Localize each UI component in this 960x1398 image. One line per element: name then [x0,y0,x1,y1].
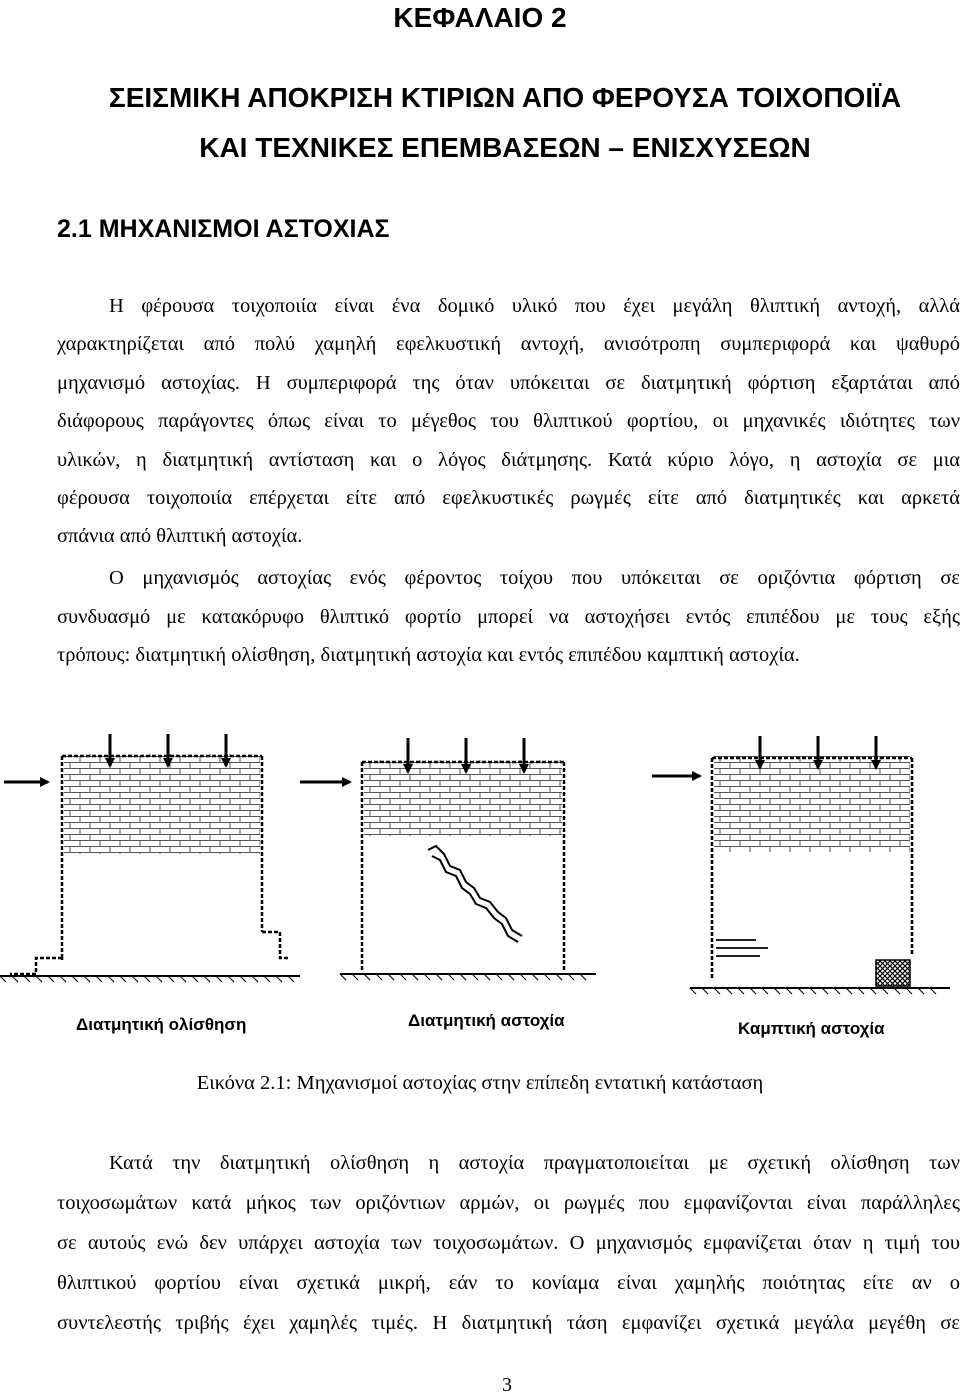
crushed-toe [876,960,910,986]
text-line: συνδυασμό με κατακόρυφο θλιπτικό φορτίο μπορεί να αστοχήσει εντός επιπέδου με τους εξής [57,605,960,628]
text-line: υλικών, η διατμητική αντίσταση και ο λόγος διάτμησης. Κατά κύριο λόγο, η αστοχία σε μια [57,448,960,471]
figure-caption: Εικόνα 2.1: Μηχανισμοί αστοχίας στην επίπεδη εντατική κατάσταση [196,1072,764,1094]
shear-sliding-diagram [0,734,300,1034]
sliding-crack [10,932,290,974]
flexural-failure-diagram [652,736,950,1038]
text-line: τοιχοσωμάτων κατά μήκος των οριζόντιων αρμών, οι ρωγμές που εμφανίζονται είναι παράλληλες [57,1192,960,1214]
failure-mechanisms-figure [0,726,960,1046]
flexural-cracks [716,940,768,956]
brick-texture [714,756,910,852]
diagonal-crack [428,846,522,936]
text-line: μηχανισμό αστοχίας. Η συμπεριφορά της όταν υπόκειται σε διατμητική φόρτιση εξαρτάται από [57,371,960,394]
figure-label-flexural-failure: Καμπτική αστοχία [738,1019,885,1038]
paragraph-3 [57,1143,960,1343]
chapter-heading: ΚΕΦΑΛΑΙΟ 2 [393,2,567,33]
text-line: σπάνια από θλιπτική αστοχία. [57,525,303,548]
text-line: Κατά την διατμητική ολίσθηση η αστοχία πραγματοποιείται με σχετική ολίσθηση των [109,1152,960,1174]
chapter-title-line-2: ΚΑΙ ΤΕΧΝΙΚΕΣ ΕΠΕΜΒΑΣΕΩΝ – ΕΝΙΣΧΥΣΕΩΝ [199,132,811,163]
text-line: σε αυτούς ενώ δεν υπάρχει αστοχία των τοιχοσωμάτων. Ο μηχανισμός εμφανίζεται όταν η τιμή του [57,1232,960,1254]
text-line: Η φέρουσα τοιχοποιία είναι ένα δομικό υλικό που έχει μεγάλη θλιπτική αντοχή, αλλά [109,295,960,317]
brick-texture [64,754,260,854]
text-line: τρόπους: διατμητική ολίσθηση, διατμητική αστοχία και εντός επιπέδου καμπτική αστοχία. [57,644,800,667]
figure-label-shear-sliding: Διατμητική ολίσθηση [76,1015,247,1034]
figure-label-shear-failure: Διατμητική αστοχία [408,1011,565,1030]
brick-texture [364,760,562,836]
section-heading: 2.1 ΜΗΧΑΝΙΣΜΟΙ ΑΣΤΟΧΙΑΣ [57,215,390,243]
paragraph-2 [57,559,960,675]
paragraph-1 [57,287,960,556]
text-line: χαρακτηρίζεται από πολύ χαμηλή εφελκυστική αντοχή, ανισότροπη συμπεριφορά και ψαθυρό [57,333,960,356]
chapter-title-line-1: ΣΕΙΣΜΙΚΗ ΑΠΟΚΡΙΣΗ ΚΤΙΡΙΩΝ ΑΠΟ ΦΕΡΟΥΣΑ ΤΟΙΧΟΠΟΙΪΑ [108,82,902,113]
text-line: θλιπτικού φορτίου είναι σχετικά μικρή, εάν το κονίαμα είναι χαμηλής ποιότητας είτε αν ο [57,1272,960,1294]
shear-failure-diagram [300,738,596,1030]
text-line: διάφορους παράγοντες όπως είναι το μέγεθος του θλιπτικού φορτίου, οι μηχανικές ιδιότητες των [57,410,960,433]
page-number: 3 [502,1374,512,1396]
text-line: φέρουσα τοιχοποιία επέρχεται είτε από εφελκυστικές ρωγμές είτε από διατμητικές και αρκετά [57,486,960,509]
text-line: Ο μηχανισμός αστοχίας ενός φέροντος τοίχου που υπόκειται σε οριζόντια φόρτιση σε [109,567,960,589]
text-line: συντελεστής τριβής έχει χαμηλές τιμές. Η διατμητική τάση εμφανίζει σχετικά μεγάλα μεγέθη σε [57,1312,960,1334]
